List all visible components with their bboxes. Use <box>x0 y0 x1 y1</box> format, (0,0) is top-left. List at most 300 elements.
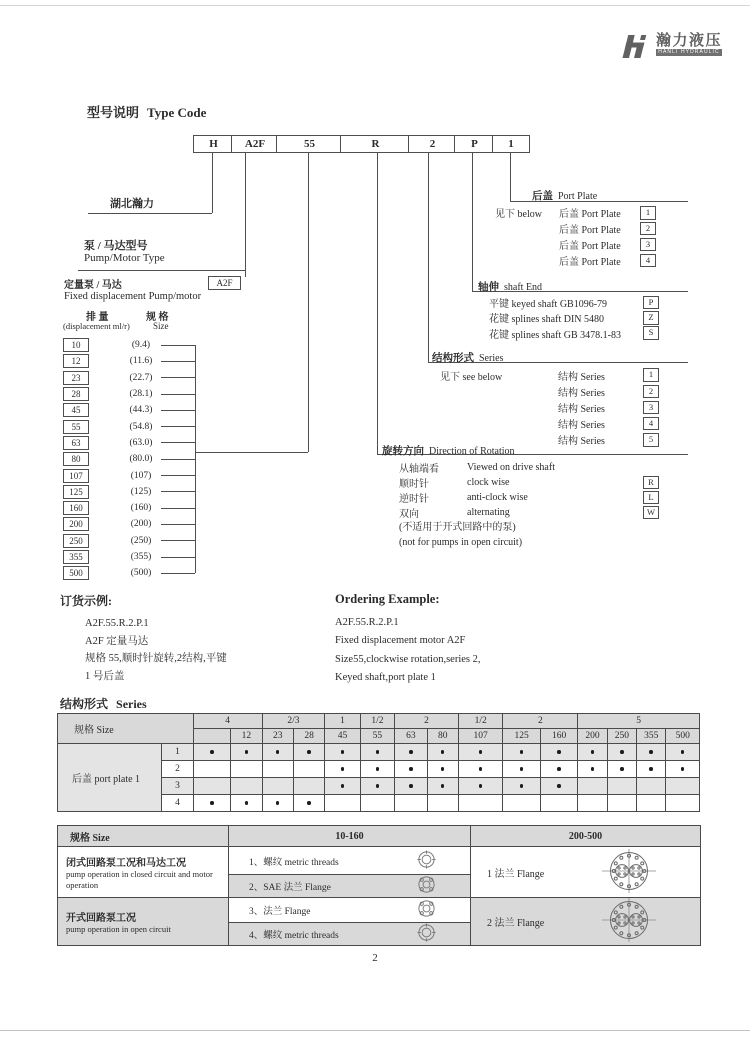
dot-cell <box>578 761 607 778</box>
rotation-code-box: R <box>643 476 659 490</box>
dot-cell <box>231 744 262 761</box>
port-option-label: 2、SAE 法兰 Flange <box>249 883 331 893</box>
availability-dot <box>479 784 483 788</box>
availability-dot <box>520 750 524 754</box>
rotation-item-en: clock wise <box>467 477 510 488</box>
series-group-header: 1/2 <box>458 714 503 729</box>
availability-dot <box>620 750 624 754</box>
operation-label-cn: 开式回路泵工况 <box>66 912 136 924</box>
option-row <box>440 383 659 399</box>
ordering-example-cn <box>60 592 227 685</box>
series-table-heading-en: Series <box>116 697 147 711</box>
availability-dot <box>441 767 445 771</box>
rotation-note-en: (not for pumps in open circuit) <box>399 537 523 548</box>
dot-cell <box>540 744 577 761</box>
table-row <box>58 898 701 923</box>
brand-name-en: HANLI HYDRAULIC <box>656 49 722 56</box>
dot-cell <box>666 761 700 778</box>
displacement-dash-line <box>161 491 195 492</box>
dot-cell <box>578 795 607 812</box>
table-row <box>58 744 700 761</box>
availability-dot <box>409 767 413 771</box>
availability-dot <box>591 767 595 771</box>
displacement-header-en: (displacement ml/r) <box>63 321 130 331</box>
port-option-label: 3、法兰 Flange <box>249 906 311 917</box>
series-group-header: 2/3 <box>262 714 325 729</box>
size-header-cell: 12 <box>231 729 262 744</box>
connector-line <box>88 213 212 214</box>
displacement-size-box: 107 <box>63 469 89 483</box>
dot-cell <box>540 761 577 778</box>
availability-dot <box>376 784 380 788</box>
rotation-item-en: alternating <box>467 507 510 518</box>
displacement-size-box: 200 <box>63 517 89 531</box>
port-plate-item-label: 后盖 Port Plate <box>559 209 621 221</box>
displacement-size-box: 45 <box>63 403 89 417</box>
dot-cell <box>360 744 394 761</box>
series-group-header: 1 <box>325 714 360 729</box>
column-header: 10-160 <box>229 826 471 847</box>
displacement-value: (44.3) <box>129 405 153 416</box>
ordering-line: A2F.55.R.2.P.1 <box>85 618 149 629</box>
type-code-segment: R <box>340 135 411 153</box>
flange-cell-inner <box>471 849 700 896</box>
option-row <box>399 490 659 505</box>
dot-cell <box>458 761 503 778</box>
option-row <box>489 310 659 325</box>
type-code-segment: 2 <box>408 135 457 153</box>
port-option-cell <box>229 847 471 875</box>
port-plate-code-box: 4 <box>640 254 656 268</box>
displacement-dash-line <box>161 508 195 509</box>
size-header-cell: 80 <box>427 729 458 744</box>
rotation-title-cn: 旋转方向 <box>382 446 424 457</box>
rotation-item-cn: 从轴端看 <box>399 464 439 475</box>
series-availability-table <box>57 713 700 812</box>
displacement-row <box>63 467 195 483</box>
series-item-label: 结构 Series <box>558 387 605 399</box>
size-header-cell: 355 <box>637 729 666 744</box>
logo-mark-icon <box>620 32 652 63</box>
rotation-note-cn: (不适用于开式回路中的泵) <box>399 522 516 533</box>
displacement-value: (355) <box>130 552 152 562</box>
dot-cell <box>540 795 577 812</box>
ordering-line: Keyed shaft,port plate 1 <box>335 671 436 683</box>
availability-dot <box>307 801 311 805</box>
availability-dot <box>210 801 214 805</box>
rotation-item-cn: 双向 <box>399 509 419 520</box>
dot-cell <box>262 744 293 761</box>
option-row <box>495 205 656 221</box>
displacement-value: (80.0) <box>129 454 153 465</box>
dot-cell <box>395 778 427 795</box>
availability-dot <box>649 750 653 754</box>
availability-dot <box>649 767 653 771</box>
displacement-size-box: 500 <box>63 566 89 580</box>
series-group-header: 1/2 <box>360 714 394 729</box>
dot-cell <box>262 761 293 778</box>
flange-cell <box>471 898 701 946</box>
see-below-label: 见下 below <box>495 209 542 221</box>
connector-line <box>377 152 378 455</box>
availability-dot <box>245 801 249 805</box>
availability-dot <box>245 750 249 754</box>
size-header-cell: 63 <box>395 729 427 744</box>
dot-cell <box>637 761 666 778</box>
size-header-cell: 45 <box>325 729 360 744</box>
row-number-cell: 3 <box>162 778 193 795</box>
ordering-en-title: Ordering Example: <box>335 592 440 606</box>
availability-dot <box>341 767 345 771</box>
rotation-item-cn: 逆时针 <box>399 494 429 505</box>
series-code-box: 3 <box>643 401 659 415</box>
fixed-displacement-cn: 定量泵 / 马达 <box>64 280 122 291</box>
rotation-item-cn: 顺时针 <box>399 479 429 490</box>
table-header-row <box>58 714 700 729</box>
dot-cell <box>193 795 230 812</box>
dot-cell <box>360 795 394 812</box>
connector-line <box>245 152 246 277</box>
series-table-heading-cn: 结构形式 <box>60 697 109 711</box>
displacement-dash-line <box>161 410 195 411</box>
dot-cell <box>427 778 458 795</box>
type-code-segment: 1 <box>492 135 530 153</box>
displacement-value: (250) <box>130 535 152 546</box>
dot-cell <box>360 778 394 795</box>
size-header-cell: 200 <box>578 729 607 744</box>
series-item-label: 结构 Series <box>558 371 605 383</box>
series-title-en: Series <box>479 353 504 364</box>
availability-dot <box>479 767 483 771</box>
option-row <box>440 367 659 383</box>
operation-label-en: pump operation in closed circuit and motor operation <box>66 869 213 890</box>
size-header-cell <box>193 729 230 744</box>
availability-dot <box>341 750 345 754</box>
displacement-row <box>63 549 195 565</box>
type-code-segment: A2F <box>231 135 279 153</box>
displacement-value: (125) <box>130 486 152 497</box>
dot-cell <box>325 761 360 778</box>
displacement-value: (160) <box>130 503 152 514</box>
series-options <box>440 367 659 448</box>
shaft-end-item-label: 花键 splines shaft GB 3478.1-83 <box>489 329 621 341</box>
ordering-line: A2F.55.R.2.P.1 <box>335 617 399 628</box>
connector-line <box>195 452 308 453</box>
option-row <box>440 432 659 448</box>
displacement-dash-line <box>161 573 195 574</box>
size-header-cell: 250 <box>607 729 636 744</box>
displacement-value: (11.6) <box>129 356 153 367</box>
series-group-header: 2 <box>503 714 578 729</box>
shaft-end-item-label: 花键 splines shaft DIN 5480 <box>489 314 604 326</box>
ordering-line: 1 号后盖 <box>85 670 125 682</box>
dot-cell <box>293 744 324 761</box>
option-row <box>495 221 656 237</box>
series-item-label: 结构 Series <box>558 436 605 448</box>
dot-cell <box>427 795 458 812</box>
displacement-value: (500) <box>130 568 152 579</box>
operation-label-cell <box>58 898 229 946</box>
page-title-cn: 型号说明 <box>87 105 140 120</box>
size-header-cell: 107 <box>458 729 503 744</box>
displacement-dash-line <box>161 442 195 443</box>
displacement-row <box>63 337 195 353</box>
dot-cell <box>325 795 360 812</box>
displacement-size-box: 55 <box>63 420 89 434</box>
dot-cell <box>360 761 394 778</box>
dot-cell <box>503 761 540 778</box>
dot-cell <box>666 778 700 795</box>
option-row <box>489 295 659 310</box>
displacement-size-box: 250 <box>63 534 89 548</box>
table-header-row <box>58 826 701 847</box>
port-plate-title-cn: 后盖 <box>532 191 553 202</box>
option-row <box>495 237 656 253</box>
availability-dot <box>681 750 685 754</box>
see-below-label: 见下 see below <box>440 371 503 383</box>
flange-diagram-icon <box>602 849 656 896</box>
displacement-value: (22.7) <box>129 372 153 383</box>
connector-line <box>308 152 309 452</box>
displacement-value: (54.8) <box>129 421 153 432</box>
page-bottom-rule <box>0 1030 750 1031</box>
availability-dot <box>441 750 445 754</box>
dot-cell <box>427 761 458 778</box>
port-plate-item-label: 后盖 Port Plate <box>559 240 621 252</box>
rotation-title-en: Direction of Rotation <box>429 446 515 457</box>
displacement-size-box: 355 <box>63 550 89 564</box>
flange-label: 2 法兰 Flange <box>487 918 545 929</box>
type-code-segment: P <box>454 135 495 153</box>
option-row <box>440 399 659 415</box>
series-code-box: 4 <box>643 417 659 431</box>
flange-port-icon <box>417 875 436 897</box>
availability-dot <box>409 750 413 754</box>
displacement-dash-line <box>161 459 195 460</box>
displacement-row <box>63 402 195 418</box>
option-row <box>489 326 659 341</box>
shaft-end-title-cn: 轴伸 <box>478 282 499 293</box>
availability-dot <box>557 767 561 771</box>
dot-cell <box>262 795 293 812</box>
series-group-header: 4 <box>193 714 262 729</box>
displacement-row <box>63 435 195 451</box>
availability-dot <box>557 750 561 754</box>
size-header-en: Size <box>153 321 169 331</box>
displacement-size-box: 160 <box>63 501 89 515</box>
dot-cell <box>666 744 700 761</box>
ordering-cn-title: 订货示例: <box>60 594 112 608</box>
availability-dot <box>210 750 214 754</box>
displacement-row <box>63 353 195 369</box>
connector-line <box>510 152 511 201</box>
page-number: 2 <box>372 952 378 964</box>
availability-dot <box>409 784 413 788</box>
availability-dot <box>441 784 445 788</box>
port-option-inner <box>229 923 470 945</box>
dot-cell <box>458 778 503 795</box>
port-option-inner <box>229 899 470 921</box>
connector-line <box>195 345 196 573</box>
shaft-end-code-box: Z <box>643 311 659 325</box>
pump-motor-type-cn: 泵 / 马达型号 <box>84 240 148 252</box>
availability-dot <box>620 767 624 771</box>
shaft-end-code-box: S <box>643 326 659 340</box>
dot-cell <box>503 744 540 761</box>
displacement-dash-line <box>161 557 195 558</box>
flange-cell-inner <box>471 898 700 945</box>
row-number-cell: 1 <box>162 744 193 761</box>
dot-cell <box>293 761 324 778</box>
rotation-note <box>399 520 522 550</box>
rotation-item-en: anti-clock wise <box>467 492 528 503</box>
rotation-options <box>399 460 659 520</box>
thread-port-icon <box>417 850 436 872</box>
port-option-cell <box>229 875 471 898</box>
port-plate-code-box: 1 <box>640 206 656 220</box>
size-header-cell: 23 <box>262 729 293 744</box>
dot-cell <box>578 744 607 761</box>
size-header-cell: 125 <box>503 729 540 744</box>
series-section-title <box>432 348 503 366</box>
displacement-size-box: 80 <box>63 452 89 466</box>
size-label-cell: 规格 Size <box>58 714 194 744</box>
displacement-dash-line <box>161 426 195 427</box>
dot-cell <box>231 778 262 795</box>
size-header-cell: 500 <box>666 729 700 744</box>
connector-line <box>472 152 473 291</box>
dot-cell <box>193 761 230 778</box>
series-code-box: 2 <box>643 385 659 399</box>
displacement-row <box>63 565 195 581</box>
dot-cell <box>325 744 360 761</box>
displacement-value: (63.0) <box>129 437 153 448</box>
company-label: 湖北瀚力 <box>110 198 154 210</box>
shaft-end-item-label: 平键 keyed shaft GB1096-79 <box>489 299 608 311</box>
availability-dot <box>681 767 685 771</box>
connector-line <box>428 152 429 362</box>
fixed-displacement-code-box: A2F <box>208 276 241 290</box>
column-header: 规格 Size <box>58 826 229 847</box>
dot-cell <box>458 744 503 761</box>
dot-cell <box>540 778 577 795</box>
dot-cell <box>637 795 666 812</box>
port-option-inner <box>229 875 470 897</box>
displacement-row <box>63 418 195 434</box>
ordering-line: A2F 定量马达 <box>85 635 149 647</box>
displacement-row <box>63 533 195 549</box>
thread-port-icon <box>417 923 436 945</box>
operation-label-en: pump operation in open circuit <box>66 923 171 934</box>
port-option-cell <box>229 898 471 923</box>
displacement-dash-line <box>161 345 195 346</box>
flange-label: 1 法兰 Flange <box>487 868 545 880</box>
port-configuration-table <box>57 825 701 946</box>
displacement-row <box>63 516 195 532</box>
port-option-label: 4、螺纹 metric threads <box>249 930 339 941</box>
displacement-row <box>63 370 195 386</box>
dot-cell <box>666 795 700 812</box>
connector-line <box>212 152 213 213</box>
ordering-en-lines <box>335 614 481 687</box>
availability-dot <box>307 750 311 754</box>
dot-cell <box>607 795 636 812</box>
dot-cell <box>395 744 427 761</box>
dot-cell <box>637 744 666 761</box>
rotation-code-box: L <box>643 491 659 505</box>
port-plate-item-label: 后盖 Port Plate <box>559 225 621 237</box>
dot-cell <box>325 778 360 795</box>
dot-cell <box>395 795 427 812</box>
availability-dot <box>557 784 561 788</box>
dot-cell <box>231 761 262 778</box>
type-code-segment: 55 <box>276 135 343 153</box>
row-number-cell: 4 <box>162 795 193 812</box>
dot-cell <box>293 795 324 812</box>
size-header-cell: 55 <box>360 729 394 744</box>
port-plate-item-label: 后盖 Port Plate <box>559 256 621 268</box>
displacement-value: (28.1) <box>129 389 153 400</box>
dot-cell <box>607 778 636 795</box>
ordering-line: Fixed displacement motor A2F <box>335 635 466 647</box>
displacement-size-box: 63 <box>63 436 89 450</box>
series-item-label: 结构 Series <box>558 420 605 432</box>
availability-dot <box>276 750 280 754</box>
dot-cell <box>458 795 503 812</box>
availability-dot <box>276 801 280 805</box>
dot-cell <box>503 795 540 812</box>
displacement-dash-line <box>161 524 195 525</box>
option-row <box>399 475 659 490</box>
size-header-cell: 160 <box>540 729 577 744</box>
displacement-dash-line <box>161 475 195 476</box>
displacement-size-box: 125 <box>63 485 89 499</box>
fixed-displacement-en: Fixed displacement Pump/motor <box>64 291 202 302</box>
shaft-end-title-en: shaft End <box>504 282 543 293</box>
displacement-dash-line <box>161 361 195 362</box>
ordering-example-en <box>335 592 481 687</box>
availability-dot <box>376 767 380 771</box>
column-header: 200-500 <box>471 826 701 847</box>
shaft-end-options <box>489 295 659 341</box>
ordering-cn-lines <box>85 615 227 685</box>
displacement-dash-line <box>161 540 195 541</box>
displacement-size-box: 10 <box>63 338 89 352</box>
dot-cell <box>427 744 458 761</box>
option-row <box>399 460 659 475</box>
port-plate-code-box: 2 <box>640 222 656 236</box>
ordering-line: 规格 55,顺时针旋转,2结构,平键 <box>85 653 227 664</box>
displacement-dash-line <box>161 394 195 395</box>
port-plate-row-label: 后盖 port plate 1 <box>58 744 162 812</box>
page-title-en: Type Code <box>147 105 207 120</box>
page-title <box>87 102 206 121</box>
availability-dot <box>341 784 345 788</box>
shaft-end-code-box: P <box>643 296 659 310</box>
displacement-dash-line <box>161 377 195 378</box>
shaft-end-section-title <box>478 277 542 295</box>
port-option-cell <box>229 922 471 946</box>
availability-dot <box>520 767 524 771</box>
port-plate-code-box: 3 <box>640 238 656 252</box>
ordering-line: Size55,clockwise rotation,series 2, <box>335 653 481 665</box>
brand-name-cn: 瀚力液压 <box>656 32 723 49</box>
dot-cell <box>293 778 324 795</box>
dot-cell <box>578 778 607 795</box>
displacement-size-box: 12 <box>63 354 89 368</box>
series-item-label: 结构 Series <box>558 403 605 415</box>
brand-logo <box>620 32 722 63</box>
